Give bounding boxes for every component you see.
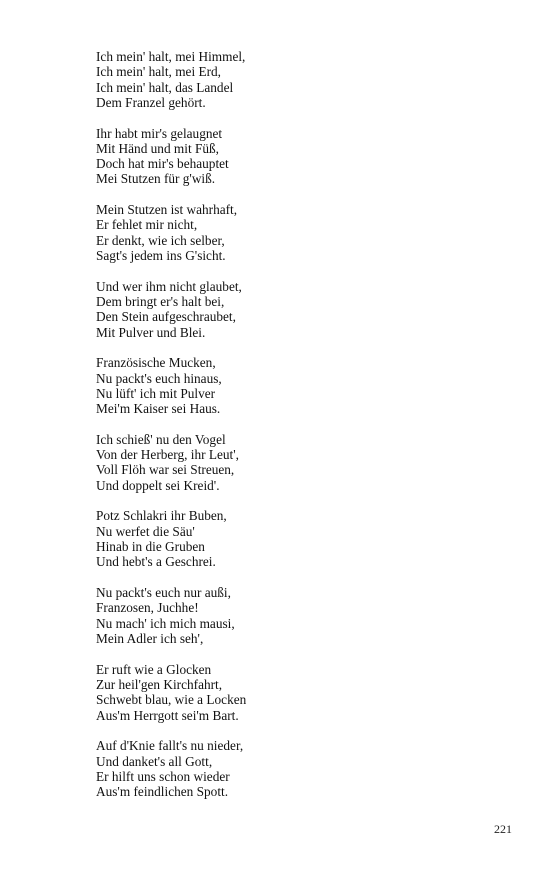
verse-line: Und danket's all Gott, xyxy=(96,753,213,769)
stanza xyxy=(96,508,476,569)
verse-line: Mei Stutzen für g'wiß. xyxy=(96,171,216,187)
verse-line: Den Stein aufgeschraubet, xyxy=(96,309,236,325)
verse-line: Zur heil'gen Kirchfahrt, xyxy=(96,676,223,692)
verse-line: Und hebt's a Geschrei. xyxy=(96,554,216,570)
verse-line: Mit Händ und mit Füß, xyxy=(96,140,220,156)
poem-text xyxy=(96,49,476,815)
stanza xyxy=(96,738,476,799)
stanza xyxy=(96,585,476,646)
verse-line: Schwebt blau, wie a Locken xyxy=(96,692,247,708)
stanza xyxy=(96,126,476,187)
verse-line: Er ruft wie a Glocken xyxy=(96,661,212,677)
stanza xyxy=(96,432,476,493)
verse-line: Und wer ihm nicht glaubet, xyxy=(96,278,242,294)
verse-line: Ich mein' halt, mei Erd, xyxy=(96,64,221,80)
verse-line: Voll Flöh war sei Streuen, xyxy=(96,462,235,478)
stanza xyxy=(96,49,476,110)
stanza xyxy=(96,355,476,416)
verse-line: Von der Herberg, ihr Leut', xyxy=(96,447,239,463)
verse-line: Ich mein' halt, das Landel xyxy=(96,79,234,95)
verse-line: Ich mein' halt, mei Himmel, xyxy=(96,49,246,64)
verse-line: Nu mach' ich mich mausi, xyxy=(96,615,235,631)
verse-line: Doch hat mir's behauptet xyxy=(96,156,229,172)
verse-line: Dem bringt er's halt bei, xyxy=(96,294,225,310)
verse-line: Nu lüft' ich mit Pulver xyxy=(96,385,216,401)
verse-line: Französische Mucken, xyxy=(96,355,216,371)
stanza xyxy=(96,279,476,340)
verse-line: Hinab in die Gruben xyxy=(96,539,205,555)
verse-line: Mein Stutzen ist wahrhaft, xyxy=(96,202,238,218)
stanza xyxy=(96,202,476,263)
verse-line: Er fehlet mir nicht, xyxy=(96,217,198,233)
verse-line: Franzosen, Juchhe! xyxy=(96,600,199,616)
verse-line: Mit Pulver und Blei. xyxy=(96,324,206,340)
verse-line: Nu packt's euch hinaus, xyxy=(96,370,222,386)
page-number: 221 xyxy=(494,822,512,836)
stanza xyxy=(96,662,476,723)
verse-line: Dem Franzel gehört. xyxy=(96,94,206,110)
verse-line: Aus'm feindlichen Spott. xyxy=(96,784,229,800)
verse-line: Mei'm Kaiser sei Haus. xyxy=(96,401,221,417)
verse-line: Mein Adler ich seh', xyxy=(96,630,204,646)
verse-line: Er hilft uns schon wieder xyxy=(96,768,230,784)
verse-line: Ich schieß' nu den Vogel xyxy=(96,431,226,447)
verse-line: Und doppelt sei Kreid'. xyxy=(96,477,220,493)
verse-line: Ihr habt mir's gelaugnet xyxy=(96,125,223,141)
verse-line: Nu packt's euch nur außi, xyxy=(96,585,231,601)
verse-line: Nu werfet die Säu' xyxy=(96,523,195,539)
verse-line: Sagt's jedem ins G'sicht. xyxy=(96,248,226,264)
verse-line: Er denkt, wie ich selber, xyxy=(96,232,225,248)
verse-line: Potz Schlakri ihr Buben, xyxy=(96,508,227,524)
verse-line: Aus'm Herrgott sei'm Bart. xyxy=(96,707,239,723)
verse-line: Auf d'Knie fallt's nu nieder, xyxy=(96,738,244,754)
